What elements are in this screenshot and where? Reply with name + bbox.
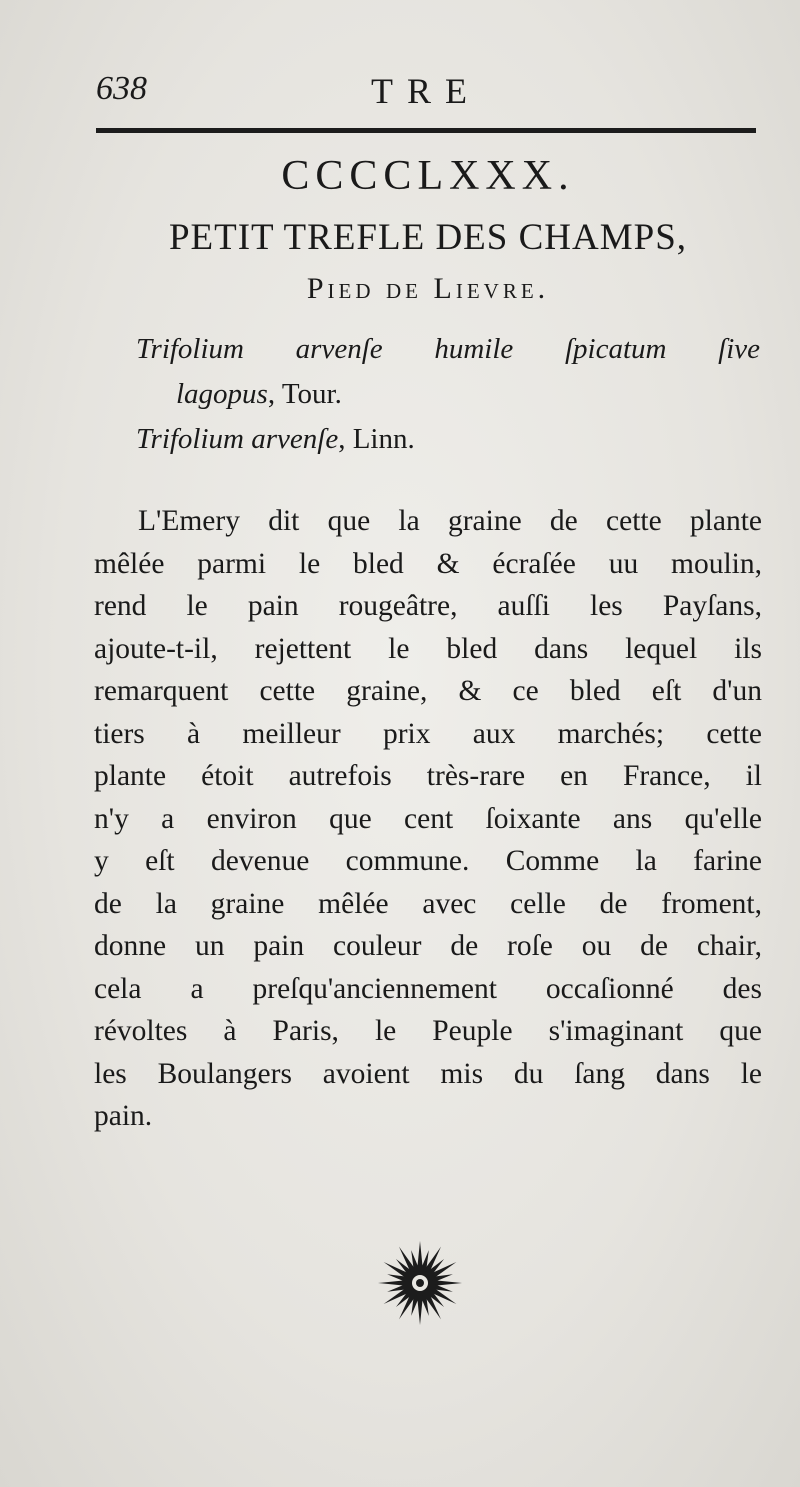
- body-line: L'Emery dit que la graine de cette plante: [138, 505, 762, 537]
- body-line: cela a preſqu'anciennement occaſionné des: [94, 972, 762, 1005]
- synonym-latin: Trifolium arvenſe humile ſpicatum ſive: [136, 333, 760, 365]
- body-line: donne un pain couleur de roſe ou de chair,: [94, 930, 762, 962]
- entry-body: [94, 500, 762, 1138]
- synonym-latin: lagopus: [176, 378, 268, 410]
- body-line: ajoute-t-il, rejettent le bled dans lequel ils: [94, 632, 762, 665]
- synonym-line: [136, 333, 760, 366]
- body-line: rend le pain rougeâtre, auſſi les Payſans,: [94, 590, 762, 622]
- header-rule: [96, 128, 756, 133]
- body-line: tiers à meilleur prix aux marchés; cette: [94, 717, 762, 750]
- synonym-author: , Tour.: [267, 378, 342, 410]
- synonym-line: [136, 423, 415, 456]
- body-line: les Boulangers avoient mis du ſang dans le: [94, 1057, 762, 1090]
- synonym-author: , Linn.: [338, 423, 415, 455]
- entry-numeral: CCCCLXXX.: [281, 153, 575, 199]
- body-line: de la graine mêlée avec celle de froment,: [94, 887, 762, 920]
- entry-subtitle: Pied de Lievre.: [306, 272, 550, 305]
- page-number: 638: [96, 70, 147, 107]
- body-line: remarquent cette graine, & ce bled eſt d'un: [94, 675, 762, 707]
- entry-title: PETIT TREFLE DES CHAMPS,: [168, 217, 688, 258]
- synonym-line: [176, 378, 342, 411]
- body-line: plante étoit autrefois très-rare en France, il: [94, 760, 762, 792]
- running-head: TRE: [371, 71, 481, 111]
- body-line: pain.: [94, 1100, 153, 1132]
- page-header: [96, 70, 756, 130]
- synonym-latin: Trifolium arvenſe: [136, 423, 339, 455]
- body-line: n'y a environ que cent ſoixante ans qu'elle: [94, 802, 762, 835]
- floral-ornament-icon: [372, 1236, 468, 1326]
- body-line: mêlée parmi le bled & écraſée uu moulin,: [94, 547, 762, 580]
- body-line: révoltes à Paris, le Peuple s'imaginant que: [94, 1015, 762, 1047]
- body-line: y eſt devenue commune. Comme la farine: [94, 845, 762, 877]
